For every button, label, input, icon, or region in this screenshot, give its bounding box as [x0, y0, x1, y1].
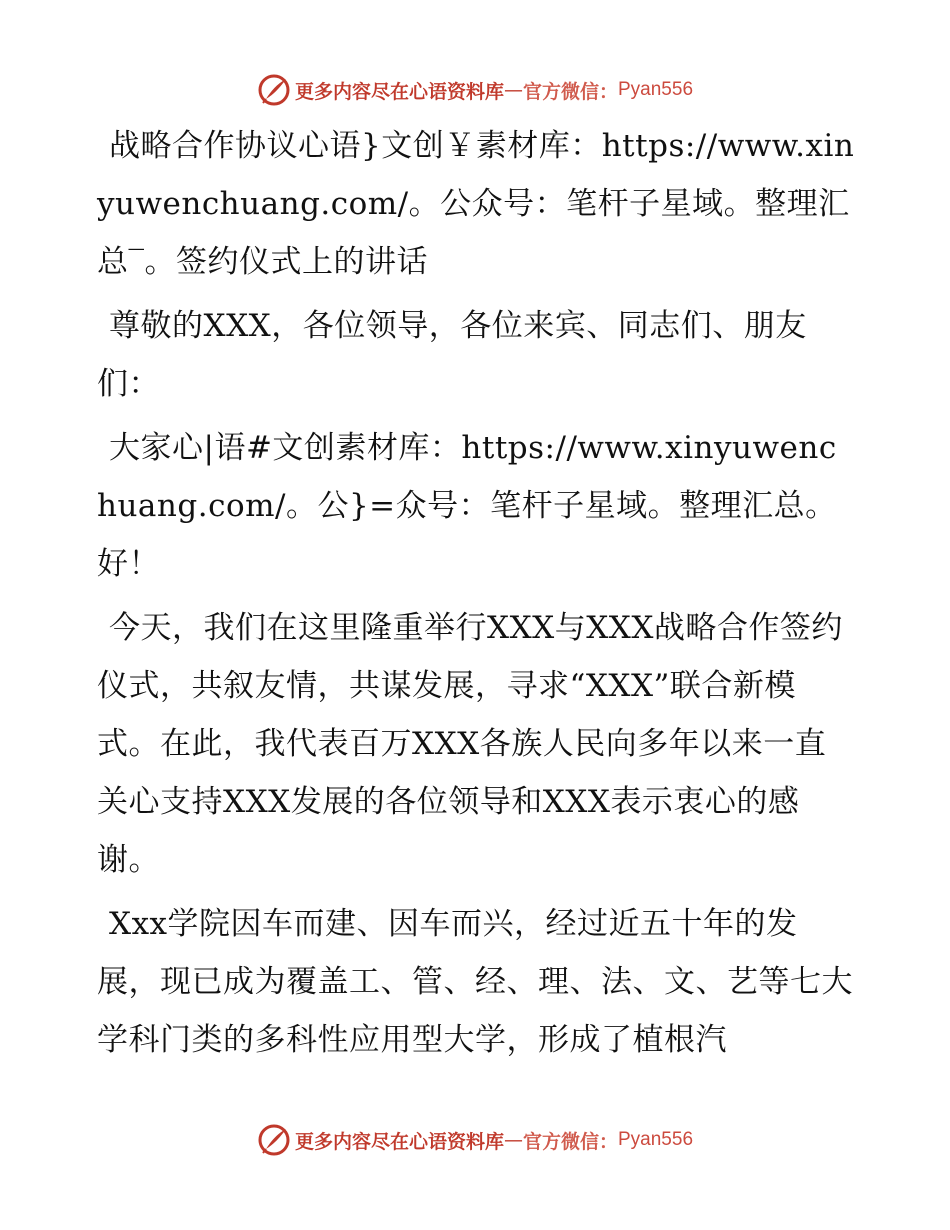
feather-pen-logo-icon — [257, 73, 291, 107]
banner-wechat-id: Pyan556 — [618, 1129, 694, 1150]
banner-main-text: 更多内容尽在心语资料库 — [294, 80, 504, 103]
banner-wechat-label: 官方微信： — [522, 1130, 618, 1153]
paragraph-salutation: 尊敬的XXX，各位领导，各位来宾、同志们、朋友们： — [97, 308, 807, 402]
document-body — [97, 117, 857, 1075]
banner-main-text: 更多内容尽在心语资料库 — [294, 1130, 504, 1153]
banner-wechat-id: Pyan556 — [618, 79, 694, 100]
feather-pen-logo-icon — [257, 1123, 291, 1157]
paragraph-ceremony: 今天，我们在这里隆重举行XXX与XXX战略合作签约仪式，共叙友情，共谋发展，寻求“XXX”联合新模式。在此，我代表百万XXX各族人民向多年以来一直关心支持XXX发展的各位领导和XXX表示衷心的感谢。 — [97, 610, 843, 878]
banner-separator: — — [503, 1129, 523, 1151]
banner-separator: — — [503, 79, 523, 101]
paragraph-greeting: 大家心|语#文创素材库：https://www.xinyuwenchuang.com/。公}=众号：笔杆子星域。整理汇总。好！ — [97, 430, 837, 582]
header-banner — [0, 70, 950, 110]
banner-wechat-label: 官方微信： — [522, 80, 618, 103]
footer-banner — [0, 1120, 950, 1160]
paragraph-college: Xxx学院因车而建、因车而兴，经过近五十年的发展，现已成为覆盖工、管、经、理、法、文、艺等七大学科门类的多科性应用型大学，形成了植根汽 — [97, 906, 853, 1058]
paragraph-title: 战略合作协议心语}文创￥素材库：https://www.xinyuwenchuang.com/。公众号：笔杆子星域。整理汇总‾。签约仪式上的讲话 — [97, 128, 855, 280]
